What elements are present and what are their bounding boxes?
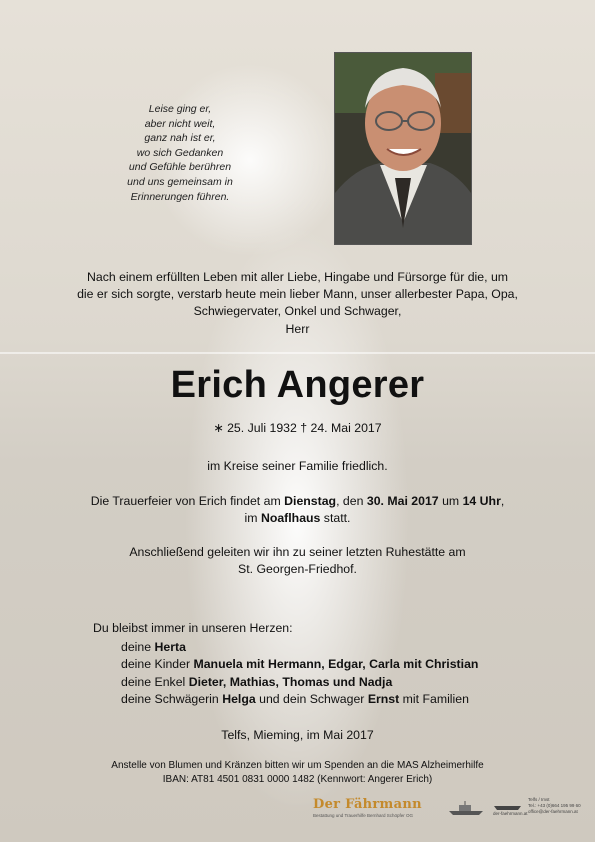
portrait-photo [334,52,472,245]
burial-line: St. Georgen-Friedhof. [238,562,357,577]
intro-line: Schwiegervater, Onkel und Schwager, [193,304,402,319]
deceased-name: Erich Angerer [170,364,425,406]
intro-line: Nach einem erfüllten Leben mit aller Liebe, Hingabe und Fürsorge für die, um [86,270,509,284]
burial-line: Anschließend geleiten wir ihn zu seiner letzten Ruhestätte am [129,545,466,559]
website: der-faehrmann.at [493,811,528,816]
intro-line: Herr [285,321,310,336]
contact-phone: Tel.: +43 (0)664 195 99 60 [528,803,581,808]
mourners-heading: Du bleibst immer in unseren Herzen: [93,621,293,635]
poem-line: und uns gemeinsam in [127,175,233,188]
poem-line: wo sich Gedanken [136,146,224,159]
horizon-line [0,352,595,354]
donation-notice [40,759,555,786]
place-date: Telfs, Mieming, im Mai 2017 [221,728,374,742]
poem-line: und Gefühle berühren [128,161,232,174]
mourners-list [121,639,478,709]
ferry-icon [447,801,487,817]
burial-info [40,544,555,578]
logo-name: Der Fährmann [313,797,422,812]
family-line-text: im Kreise seiner Familie friedlich. [207,459,388,473]
family-line [40,458,555,475]
intro-text [40,269,555,338]
boat-icon [493,801,523,811]
contact-email: office@der-faehrmann.at [528,809,578,814]
contact-location: Telfs / Imst [528,797,550,802]
poem [95,102,265,204]
ceremony-info [40,493,555,527]
ceremony-line-2: im Noaflhaus statt. [244,511,351,526]
mourner-children: deine Kinder Manuela mit Hermann, Edgar, Carla mit Christian [121,657,479,672]
mourner-in-laws: deine Schwägerin Helga und dein Schwager Ernst mit Familien [121,692,469,707]
poem-line: Erinnerungen führen. [130,190,230,203]
poem-line: ganz nah ist er, [144,132,216,145]
intro-line: die er sich sorgte, verstarb heute mein lieber Mann, unser allerbester Papa, Opa, [77,287,518,302]
mourner-grandchildren: deine Enkel Dieter, Mathias, Thomas und Nadja [121,674,393,689]
mourner-wife: deine Herta [121,640,186,654]
ceremony-line-1: Die Trauerfeier von Erich findet am Dienstag, den 30. Mai 2017 um 14 Uhr, [90,494,505,508]
notice-line: IBAN: AT81 4501 0831 0000 1482 (Kennwort: Angerer Erich) [162,773,433,785]
contact-info [528,797,581,815]
notice-line: Anstelle von Blumen und Kränzen bitten wir um Spenden an die MAS Alzheimerhilfe [111,760,484,771]
funeral-home-logo [313,797,422,818]
poem-line: aber nicht weit, [144,117,216,130]
logo-subtitle: Bestattung und Trauerhilfe Bernhard Schöpfer OG [313,813,414,818]
poem-line: Leise ging er, [148,103,212,115]
life-dates: ∗ 25. Juli 1932 † 24. Mai 2017 [213,421,382,435]
